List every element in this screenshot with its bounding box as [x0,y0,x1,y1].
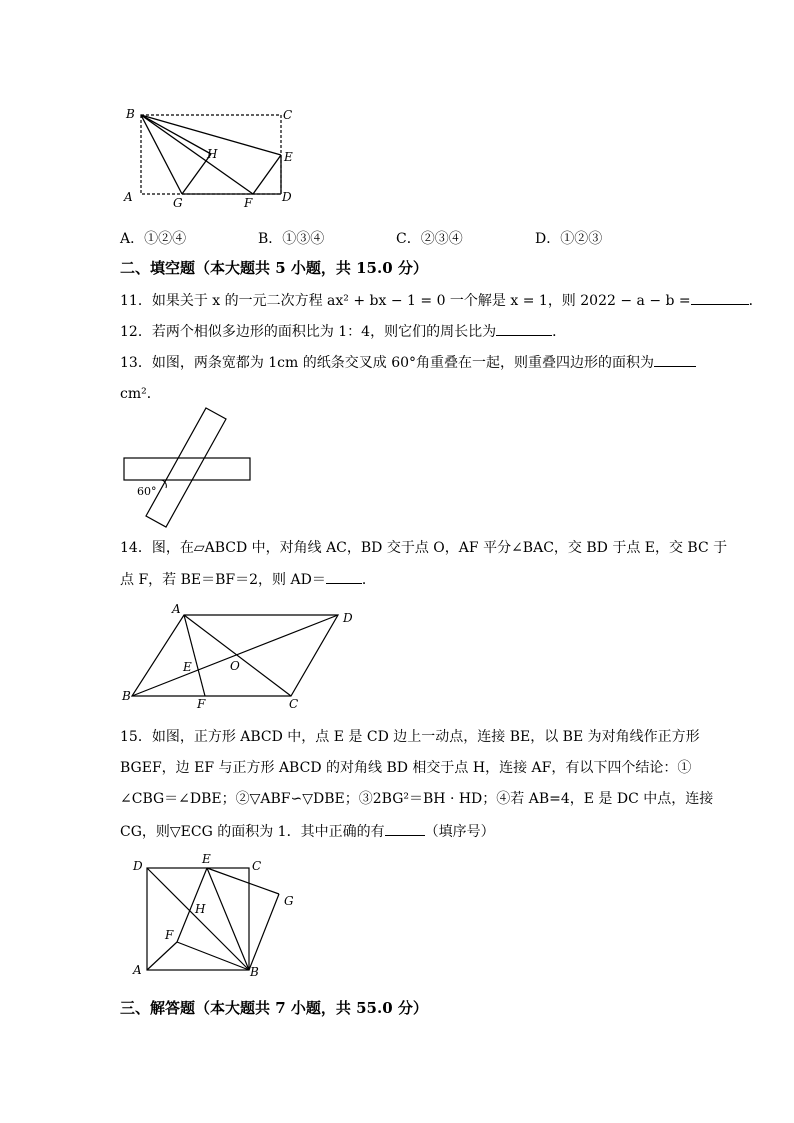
label-F: F [165,928,174,942]
question-15-line3: ∠CBG＝∠DBE；②▽ABF∽▽DBE；③2BG²＝BH · HD；④若 AB=4，E 是 DC 中点，连接 [120,791,714,807]
answer-blank-14[interactable] [326,569,362,584]
option-a: A．①②④ [120,231,187,247]
answer-blank-12[interactable] [496,321,552,336]
section-heading-fill-in: 二、填空题（本大题共 5 小题，共 15.0 分） [120,259,428,277]
label-D: D [133,859,143,873]
label-G: G [284,894,294,908]
label-A: A [133,963,142,977]
label-D: D [343,611,353,625]
option-b: B．①③④ [258,231,325,247]
answer-blank-11[interactable] [691,290,749,305]
figure-q14 [118,600,363,712]
question-15-line2: BGEF，边 EF 与正方形 ABCD 的对角线 BD 相交于点 H，连接 AF，有以下四个结论：① [120,760,692,776]
answer-blank-13[interactable] [654,352,696,367]
question-15-line1: 15．如图，正方形 ABCD 中，点 E 是 CD 边上一动点，连接 BE，以 BE 为对角线作正方形 [120,729,700,745]
section-heading-solve: 三、解答题（本大题共 7 小题，共 55.0 分） [120,999,428,1017]
label-O: O [230,659,240,673]
label-D: D [282,190,292,204]
label-H: H [195,902,206,916]
figure-q15 [125,850,305,980]
question-13: 13．如图，两条宽都为 1cm 的纸条交叉成 60°角重叠在一起，则重叠四边形的面积为 [120,352,696,373]
label-B: B [122,689,131,703]
label-F: F [197,697,206,711]
question-14-line2: 点 F，若 BE＝BF＝2，则 AD＝ ． [120,569,376,590]
label-A: A [172,602,181,616]
label-F: F [244,196,253,210]
figure-q10 [115,100,305,212]
label-G: G [173,196,183,210]
label-B: B [250,965,259,979]
question-14-line1: 14．图，在▱ABCD 中，对角线 AC，BD 交于点 O，AF 平分∠BAC，交 BD 于点 E，交 BC 于 [120,540,728,556]
label-C: C [283,108,293,122]
option-d: D．①②③ [535,231,603,247]
label-E: E [202,852,211,866]
label-E: E [284,150,293,164]
question-15-line4: CG，则▽ECG 的面积为 1．其中正确的有 （填序号） [120,821,495,842]
question-13-unit: cm²． [120,386,161,402]
question-12: 12．若两个相似多边形的面积比为 1：4，则它们的周长比为 ． [120,321,566,342]
question-11: 11．如果关于 x 的一元二次方程 ax² + bx − 1 = 0 一个解是 x = 1，则 2022 − a − b = ． [120,290,763,311]
figure-q13 [120,405,255,530]
angle-label-60: 60° [137,485,157,498]
option-c: C．②③④ [396,231,463,247]
label-C: C [289,697,299,711]
answer-blank-15[interactable] [385,821,425,836]
label-B: B [126,107,135,121]
label-A: A [124,190,133,204]
label-H: H [207,147,218,161]
label-C: C [252,859,262,873]
label-E: E [183,660,192,674]
